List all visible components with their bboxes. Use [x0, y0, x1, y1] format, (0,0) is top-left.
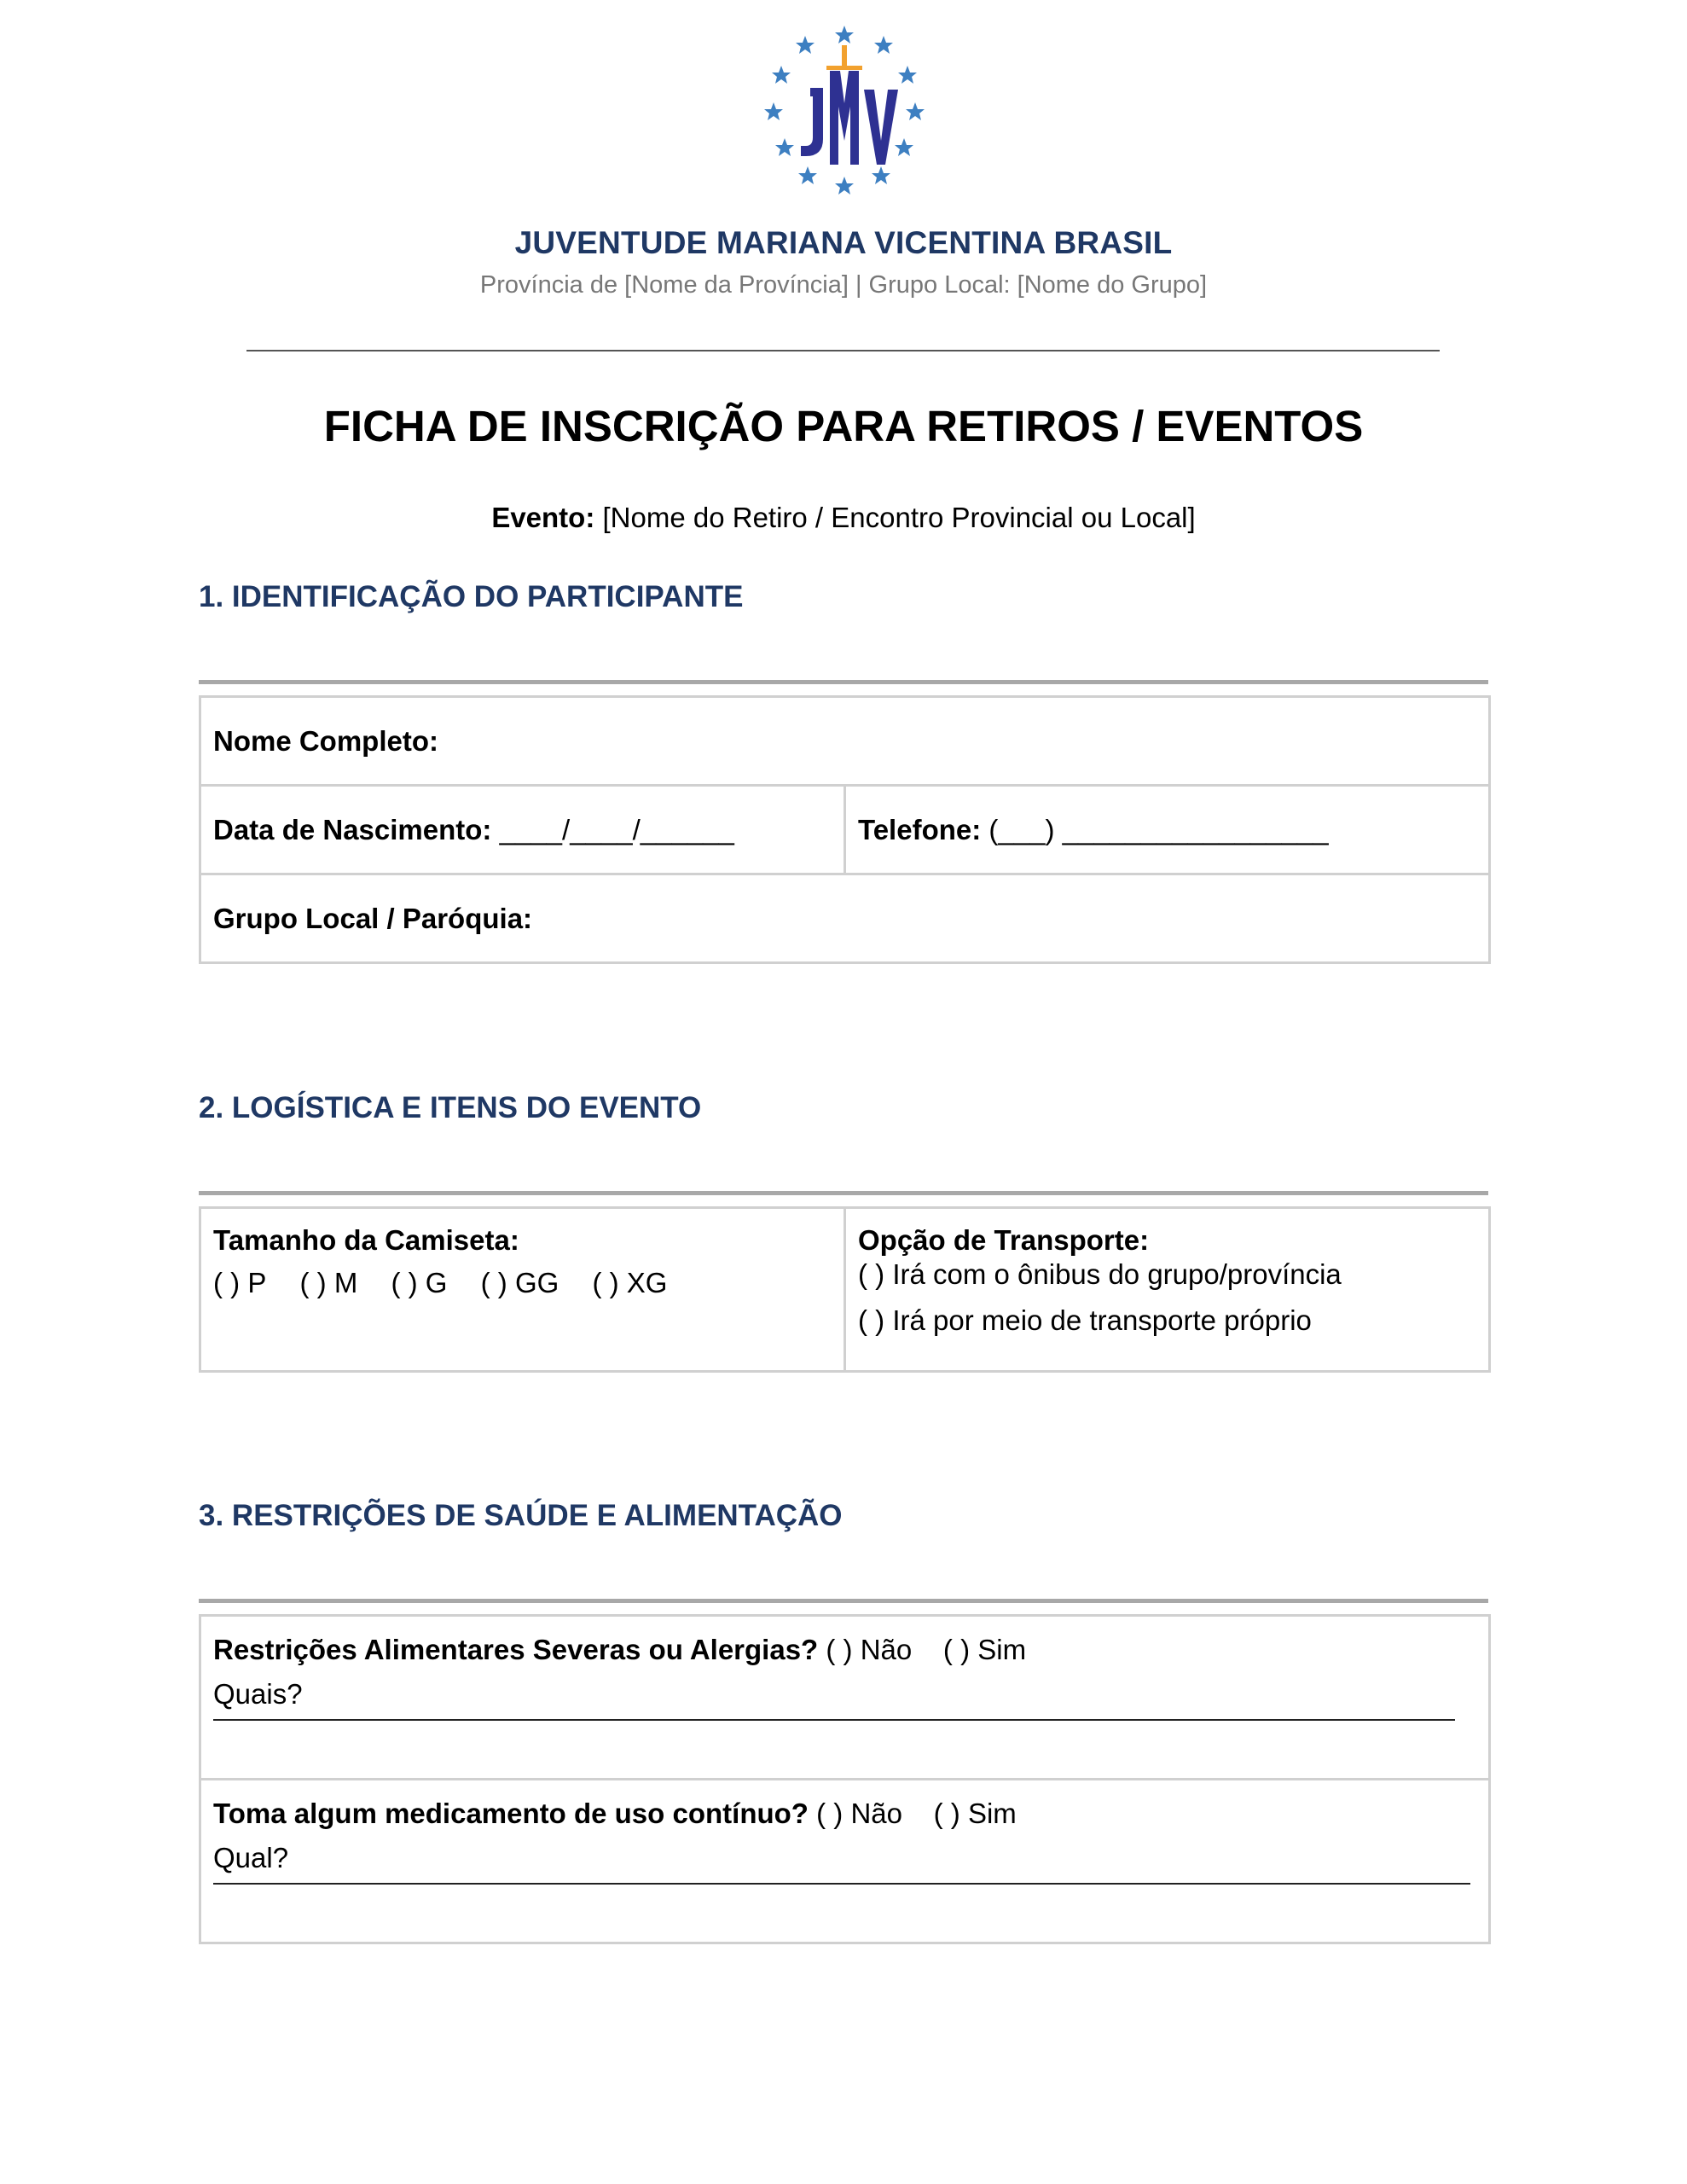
identification-table: [199, 695, 1491, 964]
transporte-option-onibus[interactable]: ( ) Irá com o ônibus do grupo/província: [858, 1258, 1342, 1290]
event-line: [0, 502, 1687, 534]
section2-title: 2. LOGÍSTICA E ITENS DO EVENTO: [199, 1091, 702, 1124]
data-nascimento-blank: ____/____/______: [499, 813, 734, 845]
header-divider: [246, 350, 1440, 351]
camiseta-option-g[interactable]: ( ) G: [391, 1267, 448, 1298]
restricoes-cell: [200, 1616, 1490, 1780]
logo-letters-icon: [801, 71, 898, 165]
organization-name: JUVENTUDE MARIANA VICENTINA BRASIL: [514, 225, 1173, 260]
telefone-blank: (___) _________________: [988, 813, 1329, 845]
health-table: [199, 1614, 1491, 1944]
camiseta-option-p[interactable]: ( ) P: [213, 1267, 267, 1298]
nome-completo-label: Nome Completo:: [213, 724, 438, 757]
section2-divider: [199, 1191, 1488, 1195]
section1-divider: [199, 680, 1488, 684]
transporte-cell: [845, 1208, 1490, 1372]
section3-title: 3. RESTRIÇÕES DE SAÚDE E ALIMENTAÇÃO: [199, 1499, 843, 1532]
logistics-table: [199, 1206, 1491, 1373]
organization-subtitle: Província de [Nome da Província] | Grupo Local: [Nome do Grupo]: [479, 271, 1208, 299]
camiseta-option-m[interactable]: ( ) M: [299, 1267, 358, 1298]
jmv-logo: [763, 21, 925, 205]
camiseta-option-gg[interactable]: ( ) GG: [480, 1267, 559, 1298]
restricoes-options[interactable]: ( ) Não ( ) Sim: [826, 1634, 1027, 1665]
logo-cross-icon: [826, 45, 862, 70]
event-label: Evento:: [491, 502, 595, 533]
camiseta-option-xg[interactable]: ( ) XG: [592, 1267, 668, 1298]
telefone-label: Telefone:: [858, 813, 982, 845]
transporte-label: Opção de Transporte:: [858, 1224, 1150, 1256]
grupo-local-label: Grupo Local / Paróquia:: [213, 902, 533, 934]
transporte-option-proprio[interactable]: ( ) Irá por meio de transporte próprio: [858, 1304, 1312, 1336]
quais-label: Quais?: [213, 1678, 303, 1710]
restricoes-label: Restrições Alimentares Severas ou Alergias?: [213, 1634, 819, 1665]
medicamento-label: Toma algum medicamento de uso contínuo?: [213, 1798, 809, 1829]
telefone-field[interactable]: [845, 786, 1490, 874]
camiseta-cell: [200, 1208, 845, 1372]
form-title: FICHA DE INSCRIÇÃO PARA RETIROS / EVENTOS: [323, 402, 1364, 450]
grupo-local-field[interactable]: [200, 874, 1490, 963]
medicamento-options[interactable]: ( ) Não ( ) Sim: [816, 1798, 1017, 1829]
data-nascimento-field[interactable]: [200, 786, 845, 874]
qual-label: Qual?: [213, 1842, 289, 1873]
camiseta-label: Tamanho da Camiseta:: [213, 1224, 519, 1256]
section3-divider: [199, 1599, 1488, 1603]
qual-answer-line[interactable]: [213, 1883, 1470, 1885]
section1-title: 1. IDENTIFICAÇÃO DO PARTICIPANTE: [199, 580, 744, 613]
event-value: [Nome do Retiro / Encontro Provincial ou Local]: [602, 502, 1196, 533]
quais-answer-line[interactable]: [213, 1719, 1455, 1721]
nome-completo-field[interactable]: [200, 697, 1490, 786]
data-nascimento-label: Data de Nascimento:: [213, 813, 492, 845]
medicamento-cell: [200, 1780, 1490, 1943]
camiseta-options: [213, 1267, 832, 1299]
